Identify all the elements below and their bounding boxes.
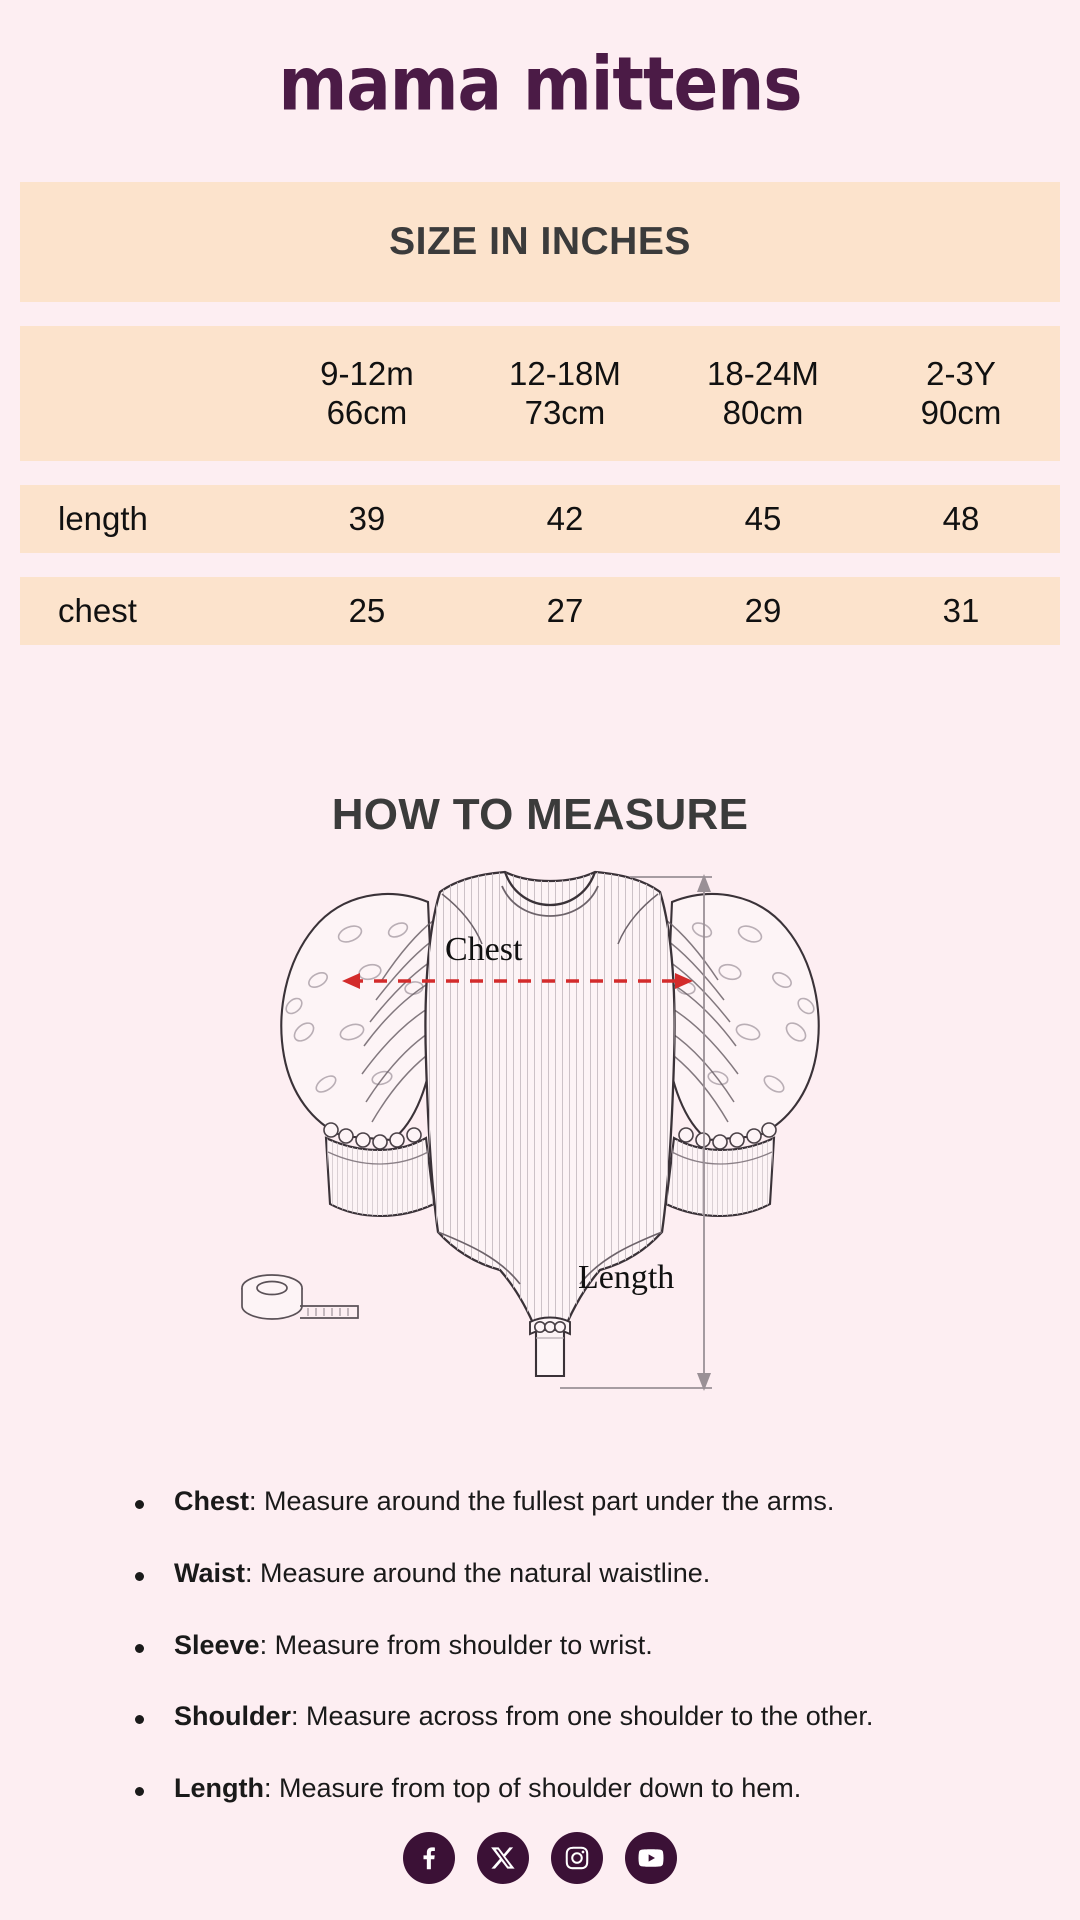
bullet-text — [174, 1772, 801, 1806]
right-puff-sleeve — [664, 894, 819, 1216]
size-age-0: 9-12m — [320, 354, 414, 392]
size-in-inches-band — [20, 182, 1060, 302]
list-item — [135, 1629, 995, 1663]
social-links — [0, 1832, 1080, 1884]
instagram-icon[interactable] — [551, 1832, 603, 1884]
bullet-term: Length — [174, 1773, 264, 1803]
row-label-length: length — [58, 499, 148, 537]
cell-length-3: 48 — [942, 499, 980, 537]
size-height-1: 73cm — [524, 393, 606, 431]
bullet-dot-icon — [135, 1715, 144, 1724]
garment-illustration — [230, 860, 870, 1440]
size-height-2: 80cm — [722, 393, 804, 431]
row-label-chest: chest — [58, 591, 137, 629]
bullet-dot-icon — [135, 1787, 144, 1796]
size-table — [20, 326, 1060, 645]
bullet-term: Chest — [174, 1486, 250, 1516]
facebook-icon[interactable] — [403, 1832, 455, 1884]
size-age-1: 12-18M — [509, 354, 621, 392]
cell-length-0: 39 — [348, 499, 386, 537]
list-item — [135, 1557, 995, 1591]
cell-chest-3: 31 — [942, 591, 980, 629]
measuring-tape-icon — [242, 1275, 358, 1319]
how-to-measure-heading: HOW TO MEASURE — [331, 790, 749, 839]
bullet-term: Sleeve — [174, 1629, 260, 1660]
bullet-text — [174, 1629, 653, 1663]
bullet-term: Shoulder — [174, 1701, 292, 1732]
cell-length-2: 45 — [744, 499, 782, 537]
x-twitter-icon[interactable] — [477, 1832, 529, 1884]
bullet-desc: : Measure around the natural waistline. — [245, 1557, 711, 1588]
size-column-header-1 — [466, 326, 664, 461]
youtube-icon[interactable] — [625, 1832, 677, 1884]
bullet-dot-icon — [135, 1644, 144, 1653]
bullet-desc: : Measure around the fullest part under the arms. — [249, 1486, 835, 1516]
size-column-header-3 — [862, 326, 1060, 461]
measure-instructions-list — [135, 1485, 995, 1844]
size-column-header-2 — [664, 326, 862, 461]
list-item — [135, 1485, 995, 1519]
bullet-text — [174, 1557, 710, 1591]
list-item — [135, 1700, 995, 1734]
chest-label: Chest — [445, 931, 523, 968]
size-in-inches-title: SIZE IN INCHES — [389, 220, 691, 263]
table-row-gap — [20, 553, 1060, 577]
bullet-text — [174, 1485, 834, 1519]
bullet-text — [174, 1700, 873, 1734]
bullet-term: Waist — [174, 1557, 246, 1588]
cell-length-1: 42 — [546, 499, 584, 537]
table-row — [20, 485, 1060, 553]
size-column-header-0 — [268, 326, 466, 461]
size-height-3: 90cm — [920, 393, 1002, 431]
cell-chest-1: 27 — [546, 591, 584, 629]
table-row — [20, 577, 1060, 645]
size-age-2: 18-24M — [707, 354, 819, 392]
length-label: Length — [578, 1259, 675, 1296]
cell-chest-2: 29 — [744, 591, 782, 629]
size-table-header-row — [20, 326, 1060, 461]
bullet-dot-icon — [135, 1572, 144, 1581]
size-age-3: 2-3Y — [926, 354, 996, 392]
bullet-desc: : Measure across from one shoulder to the other. — [291, 1701, 874, 1732]
table-row-gap — [20, 461, 1060, 485]
brand-logo-text: mama mittens — [278, 41, 802, 128]
cell-chest-0: 25 — [348, 591, 386, 629]
bullet-dot-icon — [135, 1500, 144, 1509]
left-puff-sleeve — [281, 894, 436, 1216]
size-table-corner-cell — [20, 326, 268, 461]
bullet-desc: : Measure from top of shoulder down to hem. — [263, 1773, 802, 1803]
bullet-desc: : Measure from shoulder to wrist. — [259, 1629, 653, 1660]
list-item — [135, 1772, 995, 1806]
size-height-0: 66cm — [326, 393, 408, 431]
brand-logo — [0, 41, 1080, 128]
